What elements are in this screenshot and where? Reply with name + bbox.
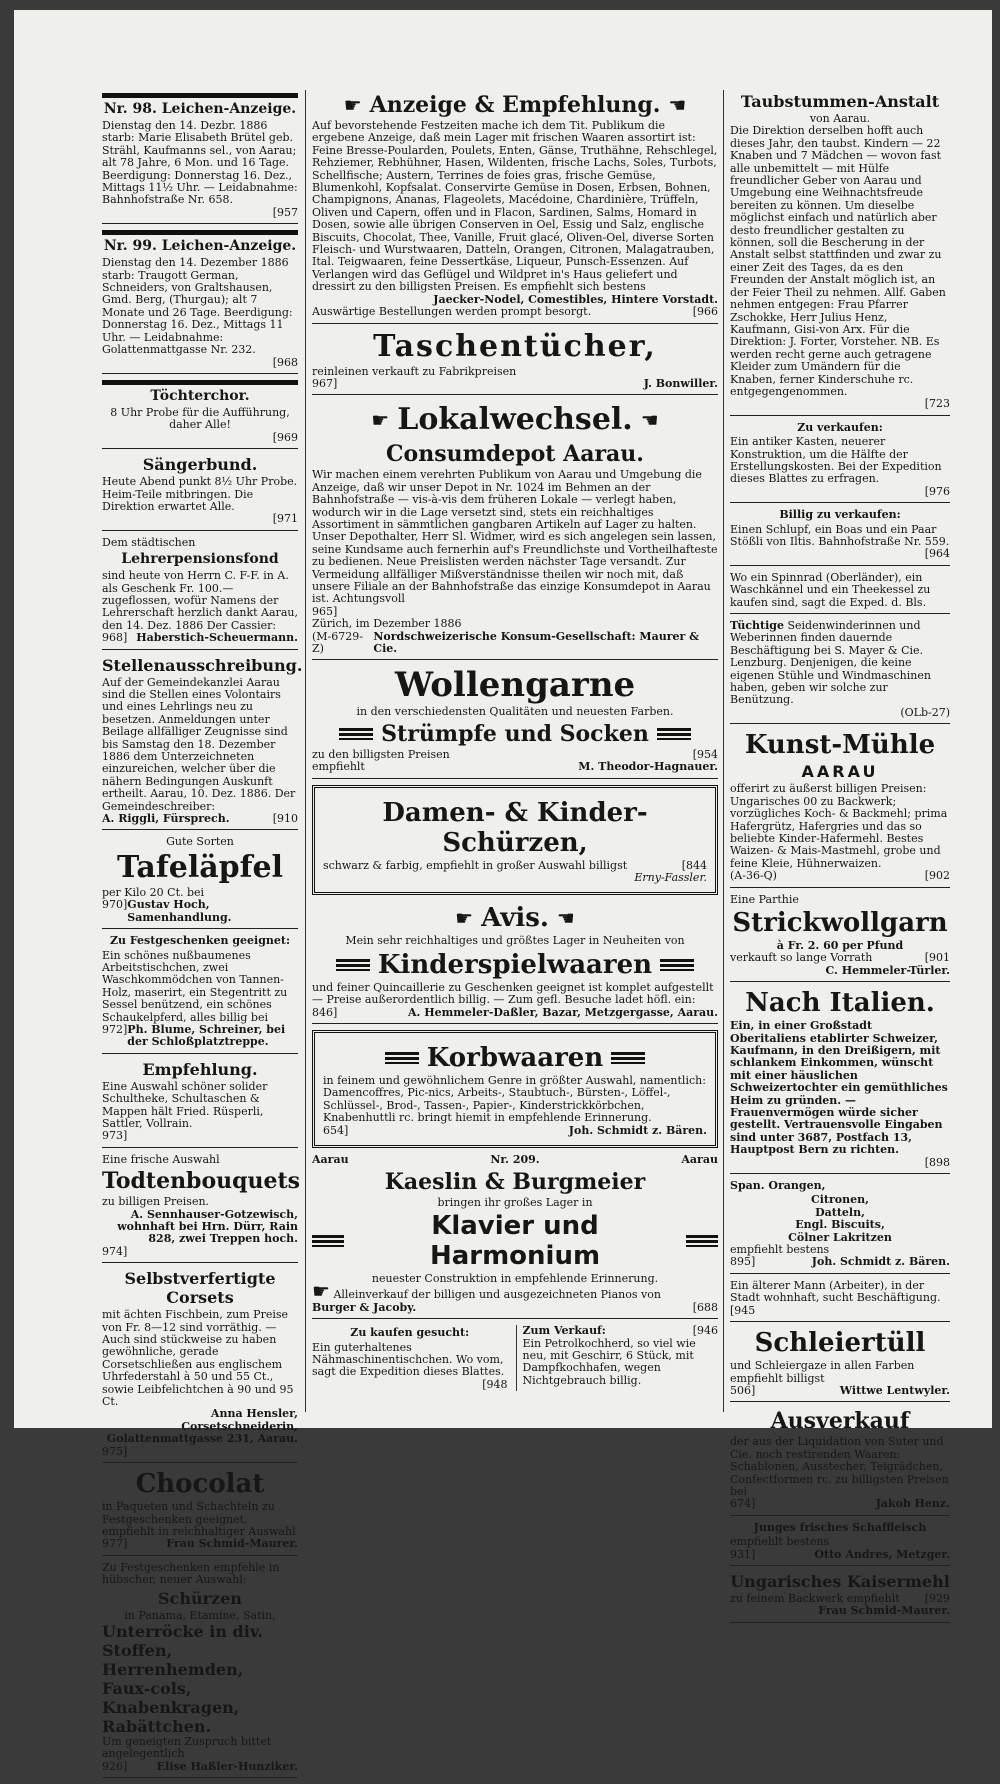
ad-signature: C. Hemmeler-Türler. [825, 963, 950, 977]
ad-signature: A. Sennhauser-Gotzewisch, wohnhaft bei Hrn. Dürr, Rain 828, zwei Treppen hoch. [117, 1207, 298, 1246]
pointing-hand-icon: ☛ [312, 1279, 330, 1304]
ad-number: 926] [102, 1759, 128, 1773]
ad-heading: Zu kaufen gesucht: [350, 1326, 470, 1340]
decorative-stripes [611, 1052, 645, 1064]
ad-code: (M-6729-Z) [312, 629, 363, 655]
ad-signature: Joh. Schmidt z. Bären. [568, 1123, 707, 1137]
ad-text: in Panama, Etamine, Satin, [124, 1608, 276, 1622]
ad-number: 846] [312, 1005, 338, 1019]
ad-subheading: AARAU [801, 762, 879, 782]
ad-heading: Empfehlung. [142, 1059, 258, 1079]
ad-signature: Otto Andres, Metzger. [814, 1547, 950, 1561]
ad-text: zu feinem Backwerk empfiehlt [730, 1591, 900, 1605]
ad-heading: Strickwollgarn [732, 907, 948, 938]
piano-ad [312, 1154, 718, 1319]
ad-heading: Span. Orangen, [730, 1179, 826, 1193]
ad-number: 965] [312, 604, 338, 618]
ad-text: und feiner Quincaillerie zu Geschenken geeignet ist komplet aufgestellt — Preise außerordentlich billig. — Zum gefl. Besuche ladet höfl. ein: [312, 980, 714, 1007]
ad-number: [976 [924, 484, 950, 498]
ad-heading: Nr. 98. Leichen-Anzeige. [103, 101, 297, 117]
rule [102, 380, 298, 385]
ad-heading: Lehrerpensionsfond [121, 551, 279, 568]
ad-text: Ein schönes nußbaumenes Arbeitstischchen, zwei Waschkommödchen von Tannen-Holz, maserirt, ein Stegentritt zu Sessel benützend, ein schönes Schaukelpferd, alles billig bei [102, 948, 288, 1024]
list-item: Herrenhemden, [102, 1659, 244, 1679]
pointing-hand-icon: ☚ [640, 408, 659, 433]
ad-text: der aus der Liquidation von Suter und Cie. noch restirenden Waaren: Schablonen, Ausstecher, Teigrädchen, Confectformen rc. zu billigsten Preisen bei [730, 1435, 949, 1498]
decorative-stripes [312, 1235, 344, 1247]
ad-text: in den verschiedensten Qualitäten und neuesten Farben. [356, 705, 674, 719]
ad-text: Mein sehr reichhaltiges und größtes Lager in Neuheiten von [345, 934, 685, 948]
italy-ad [730, 988, 950, 1174]
ad-text: sind heute von Herrn C. F-F. in A. als Geschenk Fr. 100.— zugeflossen, wofür Namens der Lehrerschaft herzlich dankt Aarau, den 14. Dez. 1886 Der Cassier: [102, 569, 298, 632]
list-item: Unterröcke in div. Stoffen, [102, 1621, 264, 1660]
ad-number: 972] [102, 1022, 128, 1036]
ad-text: Ein, in einer Großstadt Oberitaliens etablirter Schweizer, Kaufmann, in den Dreißigern, mit schlankem Einkommen, wünscht mit einer häuslichen Schweizertochter ein gemüthliches Heim zu gründen. — Frauenvermögen würde sicher gestellt. Vertrauensvolle Eingaben sind unter 3687, Postfach 13, Hauptpost Bern zu richten. [730, 1019, 948, 1157]
ad-text: 8 Uhr Probe für die Aufführung, daher Alle! [110, 405, 290, 432]
ad-number: [948 [482, 1377, 508, 1391]
ad-heading: Schleiertüll [754, 1328, 926, 1359]
decorative-stripes [660, 959, 694, 971]
list-item: Cölner Lakritzen [788, 1230, 892, 1244]
ad-number: [945 [730, 1303, 756, 1317]
decorative-stripes [385, 1052, 419, 1064]
ad-text: Um geneigten Zuspruch bittet angelegentlich [102, 1734, 272, 1761]
ad-number: [954 [692, 747, 718, 761]
decorative-stripes [657, 728, 691, 740]
rule [102, 230, 298, 235]
ad-number: [964 [924, 547, 950, 561]
wanted-ad [312, 1325, 508, 1391]
newspaper-page [14, 10, 992, 1773]
ad-text: zu den billigsten Preisen [312, 747, 450, 761]
ad-heading: Kunst-Mühle [744, 730, 936, 761]
ad-text: Wir machen einem verehrten Publikum von Aarau und Umgebung die Anzeige, daß wir unser Depot in Nr. 1024 im Behmen an der Bahnhofstraße — vis-à-vis dem früheren Lokale — verlegt haben, wodurch wir in die Lage versetzt sind, stets ein reichhaltiges Assortiment in sämmtlichen gangbaren Artikeln auf Lager zu halten. Unser Depothalter, Herr Sl. Widmer, wird es sich angelegen sein lassen, seine Kundsame auch fernerhin auf's Freundlichste und Vortheilhafteste zu bedienen. Neue Preislisten werden nächster Tage versandt. Zur Vermeidung allfälliger Mißverständnisse theilen wir noch mit, daß unsere Filiale an der Bahnhofstraße das einzige Konsumdepot in Aarau ist. Achtungsvoll [312, 468, 718, 606]
mill-ad [730, 730, 950, 887]
handkerchiefs-ad [312, 330, 718, 396]
ad-number: [929 [924, 1591, 950, 1605]
ad-heading: Zu Festgeschenken geeignet: [109, 934, 291, 948]
ad-signature: Frau Schmid-Maurer. [818, 1604, 950, 1618]
pointing-hand-icon: ☛ [343, 92, 362, 117]
ad-signature: Anna Hensler, Corsetschneiderin, Golattenmattgasse 231, Aarau. [106, 1407, 298, 1446]
ad-number: [910 [272, 812, 298, 826]
ad-text: offerirt zu äußerst billigen Preisen: Ungarisches 00 zu Backwerk; vorzügliches Koch- & Backmehl; prima Hafergrütz, Hafergries und das so beliebte Kinder-Hafermehl. Bestes Waizen- & Mais-Mastmehl, grobe und feine Kleie, Hühnerwaizen. [730, 782, 948, 870]
ad-heading: Anzeige & Empfehlung. [369, 92, 661, 118]
baskets-ad [312, 1030, 718, 1148]
ad-text: neuester Construktion in empfehlende Erinnerung. [371, 1271, 659, 1285]
ad-text: bringen ihr großes Lager in [437, 1195, 593, 1209]
rule [102, 93, 298, 98]
relocation-ad [312, 401, 718, 660]
ad-signature: Gustav Hoch, Samenhandlung. [127, 898, 232, 924]
ad-signature: Wittwe Lentwyler. [839, 1383, 950, 1397]
ad-heading: Damen- & Kinder-Schürzen, [382, 797, 648, 858]
ad-number: [898 [924, 1155, 950, 1169]
school-bags-ad [102, 1060, 298, 1148]
job-posting [102, 655, 303, 831]
ad-text: Ein Petrolkochherd, so viel wie neu, mit Geschirr, 6 Stück, mit Dampfkochhafen, wegen Nichtgebrauch billig. [522, 1336, 696, 1387]
decorative-stripes [339, 728, 373, 740]
ad-number: [966 [692, 305, 718, 319]
ad-number: [723 [924, 397, 950, 411]
ad-text: und Schleiergaze in allen Farben empfiehlt billigst [730, 1359, 915, 1385]
ad-subheading: Strümpfe und Socken [381, 720, 649, 747]
ad-signature: Erny-Fassler. [634, 871, 707, 885]
ad-heading: Billig zu verkaufen: [779, 508, 901, 522]
death-notice-98 [102, 101, 298, 224]
ad-pre: Zu Festgeschenken empfehle in hübscher, neuer Auswahl: [102, 1560, 280, 1587]
ad-heading: Sängerbund. [142, 455, 258, 475]
ad-text: Dienstag den 14. Dezbr. 1886 starb: Marie Elisabeth Brütel geb. Strähl, Kaufmanns sel., von Aarau; alt 78 Jahre, 6 Mon. und 16 Tage. Beerdigung: Donnerstag 16. Dez., Mittags 11½ Uhr. — Leidabnahme: Bahnhofstraße Nr. 658. [102, 119, 298, 207]
ad-heading: Ausverkauf [770, 1408, 910, 1435]
ad-heading: Korbwaaren [426, 1043, 604, 1074]
ad-heading: Zum Verkauf: [522, 1324, 606, 1338]
ad-subheading: Klavier und Harmonium [429, 1210, 601, 1271]
ad-number: [901 [924, 951, 950, 965]
ad-signature: J. Bonwiller. [643, 376, 718, 390]
aprons-ad [102, 1562, 298, 1778]
ad-text: Ein älterer Mann (Arbeiter), in der Stadt wohnhaft, sucht Beschäftigung. [730, 1278, 941, 1305]
ad-number: [902 [924, 869, 950, 883]
ad-heading: Junges frisches Schaffleisch [753, 1520, 927, 1534]
ad-pre: Gute Sorten [166, 835, 234, 849]
ad-text: reinleinen verkauft zu Fabrikpreisen [312, 364, 517, 378]
toys-ad [312, 901, 718, 1024]
ad-subheading: Kinderspielwaaren [377, 949, 653, 980]
ad-number: 674] [730, 1497, 756, 1511]
decorative-stripes [336, 959, 370, 971]
ad-text: Eine Auswahl schöner solider Schultheke, Schultaschen & Mappen hält Fried. Rüsperli, Sattler, Vollrain. [102, 1079, 268, 1130]
list-item: Rabättchen. [102, 1716, 212, 1736]
list-item: Citronen, [811, 1193, 869, 1207]
choir-notice [102, 388, 298, 449]
ad-heading: Lokalwechsel. [397, 402, 633, 438]
ad-text: Die Direktion derselben hofft auch dieses Jahr, den taubst. Kindern — 22 Knaben und 7 Mädchen — wovon fast alle unbemittelt — mit Hülfe freundlicher Geber von Aarau und Umgebung eine Weihnachtsfreude bereiten zu können. Um dieselbe möglichst einfach und natürlich aber desto freundlicher gestalten zu können, soll die Bescherung in der Anstalt selbst stattfinden und zwar zu einer Zeit des Tages, da es den Freunden der Anstalt möglich ist, an der Feier Theil zu nehmen. Allf. Gaben nehmen entgegen: Frau Pfarrer Zschokke, Herr Julius Henz, Kaufmann, Gisi-von Arx. Für die Direktion: J. Forter, Vorsteher. NB. Es werden recht gerne auch getragene Kleider zum Umändern für die Knaben, ferner Kinderschuhe rc. entgegengenommen. [730, 124, 946, 398]
ad-subheading: Consumdepot Aarau. [386, 441, 644, 468]
ad-number: [968 [272, 355, 298, 369]
ad-text: Ein antiker Kasten, neuerer Konstruktion, um die Hälfte der Erstellungskosten. Bei der Expedition dieses Blattes zu erfragen. [730, 435, 942, 486]
decorative-stripes [686, 1235, 718, 1247]
death-notice-99 [102, 238, 298, 374]
list-item: Datteln, [815, 1205, 865, 1219]
ad-text: Auf der Gemeindekanzlei Aarau sind die Stellen eines Volontairs und eines Lehrlings neu zu besetzen. Anmeldungen unter Beilage allfälliger Zeugnisse sind bis Samstag den 18. Dezember 1886 dem Unterzeichneten einzureichen, welcher über die nähern Bedingungen Auskunft ertheilt. Aarau, 10. Dez. 1886. Der Gemeindeschreiber: [102, 675, 296, 813]
ad-text: Heute Abend punkt 8½ Uhr Probe. Heim-Teile mitbringen. Die Direktion erwartet Alle. [102, 475, 298, 513]
weavers-ad [730, 620, 950, 724]
column-middle [312, 90, 718, 1391]
ad-number: 931] [730, 1547, 756, 1561]
ad-signature: Jakob Henz. [875, 1497, 950, 1511]
ad-heading: Ungarisches Kaisermehl [730, 1571, 950, 1591]
column-rule [723, 90, 724, 1412]
ad-text: Ein guterhaltenes Nähmaschinentischchen. Wo vom, sagt die Expedition dieses Blattes. [312, 1340, 505, 1379]
small-ads-row [312, 1325, 718, 1391]
ad-heading: Kaeslin & Burgmeier [384, 1168, 646, 1195]
ad-text: zu billigen Preisen. [102, 1195, 210, 1209]
ad-signature: Joh. Schmidt z. Bären. [811, 1255, 950, 1269]
ad-signature: Burger & Jacoby. [312, 1300, 417, 1314]
mutton-ad [730, 1522, 950, 1566]
ad-number: 654] [323, 1123, 349, 1137]
clearance-sale-ad [730, 1408, 950, 1515]
ad-number: 967] [312, 376, 338, 390]
knitting-yarn-ad [730, 894, 950, 983]
antique-chest-ad [730, 422, 950, 503]
pointing-hand-icon: ☚ [556, 906, 575, 931]
ad-house-number: Nr. 209. [490, 1153, 540, 1167]
spinning-wheel-ad [730, 572, 950, 614]
column-rule [305, 90, 306, 1412]
corsets-ad [102, 1269, 298, 1463]
ad-text: schwarz & farbig, empfiehlt in großer Auswahl billigst [323, 858, 628, 872]
ad-pre: Eine Parthie [730, 892, 799, 906]
ad-number: [957 [272, 205, 298, 219]
aprons-box-ad [312, 785, 718, 896]
ad-number: [946 [692, 1324, 718, 1338]
ad-number: 977] [102, 1537, 128, 1551]
ad-number: 895] [730, 1255, 756, 1269]
column-right [730, 90, 950, 1629]
ad-code: (OLb-27) [900, 705, 950, 719]
ad-number: [844 [681, 858, 707, 872]
ad-text: Alleinverkauf der billigen und ausgezeichneten Pianos von [333, 1288, 661, 1302]
ad-number: 506] [730, 1383, 756, 1397]
list-item: Knabenkragen, [102, 1697, 240, 1717]
ad-heading: Todtenbouquets [102, 1168, 301, 1195]
pointing-hand-icon: ☚ [668, 92, 687, 117]
ad-text: per Kilo 20 Ct. bei [102, 885, 205, 899]
ad-heading: Tafeläpfel [116, 849, 284, 885]
ad-number: 975] [102, 1444, 128, 1458]
ad-heading: Zu verkaufen: [797, 420, 883, 434]
ad-city: Aarau [681, 1153, 718, 1167]
list-item: Faux-cols, [102, 1678, 192, 1698]
ad-heading: Töchterchor. [150, 387, 250, 404]
ad-number: [969 [272, 430, 298, 444]
ad-number: 973] [102, 1129, 128, 1143]
ad-number: 970] [102, 898, 128, 912]
ad-place: Zürich, im Dezember 1886 [312, 617, 462, 631]
ad-text: à Fr. 2. 60 per Pfund [776, 938, 904, 952]
ad-pre: Dem städtischen [102, 535, 196, 549]
ad-heading: Stellenausschreibung. [102, 655, 303, 675]
pointing-hand-icon: ☛ [371, 408, 390, 433]
ad-text: verkauft so lange Vorrath [730, 951, 873, 965]
ad-heading: Tüchtige [730, 619, 784, 633]
ad-number: [971 [272, 512, 298, 526]
ad-text: Seidenwinderinnen und Weberinnen finden dauernde Beschäftigung bei S. Mayer & Cie. Lenzburg. Denjenigen, die keine eigenen Stühle und Windmaschinen haben, geben wir solche zur Benützung. [730, 619, 931, 707]
ad-text: in Paqueten und Schachteln zu Festgeschenken geeignet, empfiehlt in reichhaltiger Auswahl [102, 1500, 296, 1538]
list-item: Engl. Biscuits, [795, 1218, 885, 1232]
veil-tulle-ad [730, 1328, 950, 1402]
apples-ad [102, 836, 298, 929]
ad-heading: Wollengarne [394, 665, 636, 706]
funeral-bouquets-ad [102, 1152, 301, 1263]
ad-subheading: von Aarau. [809, 112, 871, 125]
wool-yarn-ad [312, 666, 718, 778]
column-left [102, 90, 303, 1784]
fur-sale-ad [730, 509, 950, 566]
ad-signature: Ph. Blume, Schreiner, bei der Schloßplatztreppe. [127, 1022, 286, 1049]
ad-text: Auf bevorstehende Festzeiten mache ich dem Tit. Publikum die ergebene Anzeige, daß mein Lager mit frischen Waaren assortirt ist: Feine Bresse-Poularden, Poulets, Enten, Gänse, Truthähne, Rehschlegel, Rehziemer, Rebhühner, Hasen, Wildenten, frische Lachs, Soles, Turbots, Schellfische; Austern, Terrines de foies gras, frische Gemüse, Blumenkohl, Kopfsalat. Conservirte Gemüse in Dosen, Erbsen, Bohnen, Champignons, Ananas, Flageolets, Macédoine, Chardinière, Trüffeln, Oliven und Capern, offen und in Flacon, Sardinen, Salms, Homard in Dosen, sowie alle übrigen Conserven in Oel, Essig und Salz, englische Biscuits, Chocolat, Thee, Vanille, Fruit glacé, Oliven-Oel, diverse Sorten Fleisch- und Wurstwaaren, Datteln, Orangen, Citronen, Malagatrauben, Ital. Teigwaaren, feine Dessertkäse, Liqueur, Punsch-Essenzen. Auf Verlangen wird das Geflügel und Wildpret in's Haus geliefert und dressirt zu den billigsten Preisen. Es empfiehlt sich bestens [312, 119, 718, 294]
ad-heading: Taschentücher, [373, 328, 657, 364]
ad-text: Wo ein Spinnrad (Oberländer), ein Waschkännel und ein Theekessel zu kaufen sind, sagt die Exped. d. Bls. [730, 570, 931, 609]
ad-signature: Elise Haßler-Hunziker. [156, 1759, 298, 1773]
ad-heading: Taubstummen-Anstalt [740, 92, 940, 111]
for-sale-ad [516, 1325, 719, 1391]
ad-city: Aarau [312, 1153, 349, 1167]
flour-ad [730, 1572, 950, 1623]
chocolate-ad [102, 1469, 298, 1556]
ad-pre: Eine frische Auswahl [102, 1152, 220, 1166]
ad-signature: Nordschweizerische Konsum-Gesellschaft: Maurer & Cie. [373, 629, 700, 655]
ad-footnote: Auswärtige Bestellungen werden prompt besorgt. [312, 305, 592, 319]
ad-signature: A. Hemmeler-Daßler, Bazar, Metzgergasse, Aarau. [408, 1005, 718, 1019]
ad-number: [688 [692, 1300, 718, 1314]
ad-pre: empfiehlt [312, 760, 365, 774]
ad-heading: Schürzen [158, 1588, 242, 1608]
ad-heading: Selbstverfertigte Corsets [124, 1269, 276, 1308]
ad-signature: A. Riggli, Fürsprech. [102, 812, 230, 826]
ad-text: Dienstag den 14. Dezember 1886 starb: Traugott German, Schneiders, von Graltshausen, Gmd. Berg, (Thurgau); alt 7 Monate und 26 Tage. Beerdigung: Donnerstag 16. Dez., Mittags 11 Uhr. — Leidabnahme: Golattenmattgasse Nr. 232. [102, 256, 293, 357]
delicatessen-ad [312, 90, 718, 324]
ad-text: mit ächten Fischbein, zum Preise von Fr. 8—12 sind vorräthig. — Auch sind stückweise zu haben gewöhnliche, gerade Corsetschließen aus englischem Uhrfederstahl à 50 und 55 Ct., sowie Leibfelichtchen à 90 und 95 Ct. [102, 1308, 294, 1409]
pension-fund-notice [102, 537, 298, 650]
ad-text: empfiehlt bestens [730, 1535, 830, 1549]
ad-heading: Nr. 99. Leichen-Anzeige. [103, 238, 297, 255]
deaf-institute-ad [730, 92, 950, 416]
ad-signature: M. Theodor-Hagnauer. [578, 760, 718, 774]
ad-text: in feinem und gewöhnlichem Genre in größter Auswahl, namentlich: Damencoffres, Pic-nics, Arbeits-, Staubtuch-, Bürsten-, Löffel-, Schlüssel-, Brod-, Tassen-, Papier-, Kinderstrickkörbchen, Knabenhuttli rc. bringt hiemit in empfehlende Erinnerung. [323, 1074, 706, 1125]
ad-code: (A-36-Q) [730, 869, 777, 883]
ad-heading: Nach Italien. [745, 988, 935, 1019]
oranges-ad [730, 1180, 950, 1274]
ad-signature: Frau Schmid-Maurer. [166, 1537, 298, 1551]
singers-notice [102, 455, 298, 531]
ad-signature: Jaecker-Nodel, Comestibles, Hintere Vorstadt. [433, 292, 718, 306]
pointing-hand-icon: ☛ [455, 906, 474, 931]
ad-number: 968] [102, 631, 128, 645]
ad-heading: Avis. [481, 903, 549, 934]
ad-number: 974] [102, 1244, 128, 1258]
ad-heading: Chocolat [135, 1469, 265, 1500]
worker-ad [730, 1280, 950, 1322]
ad-text: Einen Schlupf, ein Boas und ein Paar Stößli von Iltis. Bahnhofstraße Nr. 559. [730, 522, 950, 548]
gifts-ad [102, 935, 298, 1054]
ad-signature: Haberstich-Scheuermann. [136, 631, 298, 645]
ad-pre: empfiehlt bestens [730, 1243, 830, 1257]
